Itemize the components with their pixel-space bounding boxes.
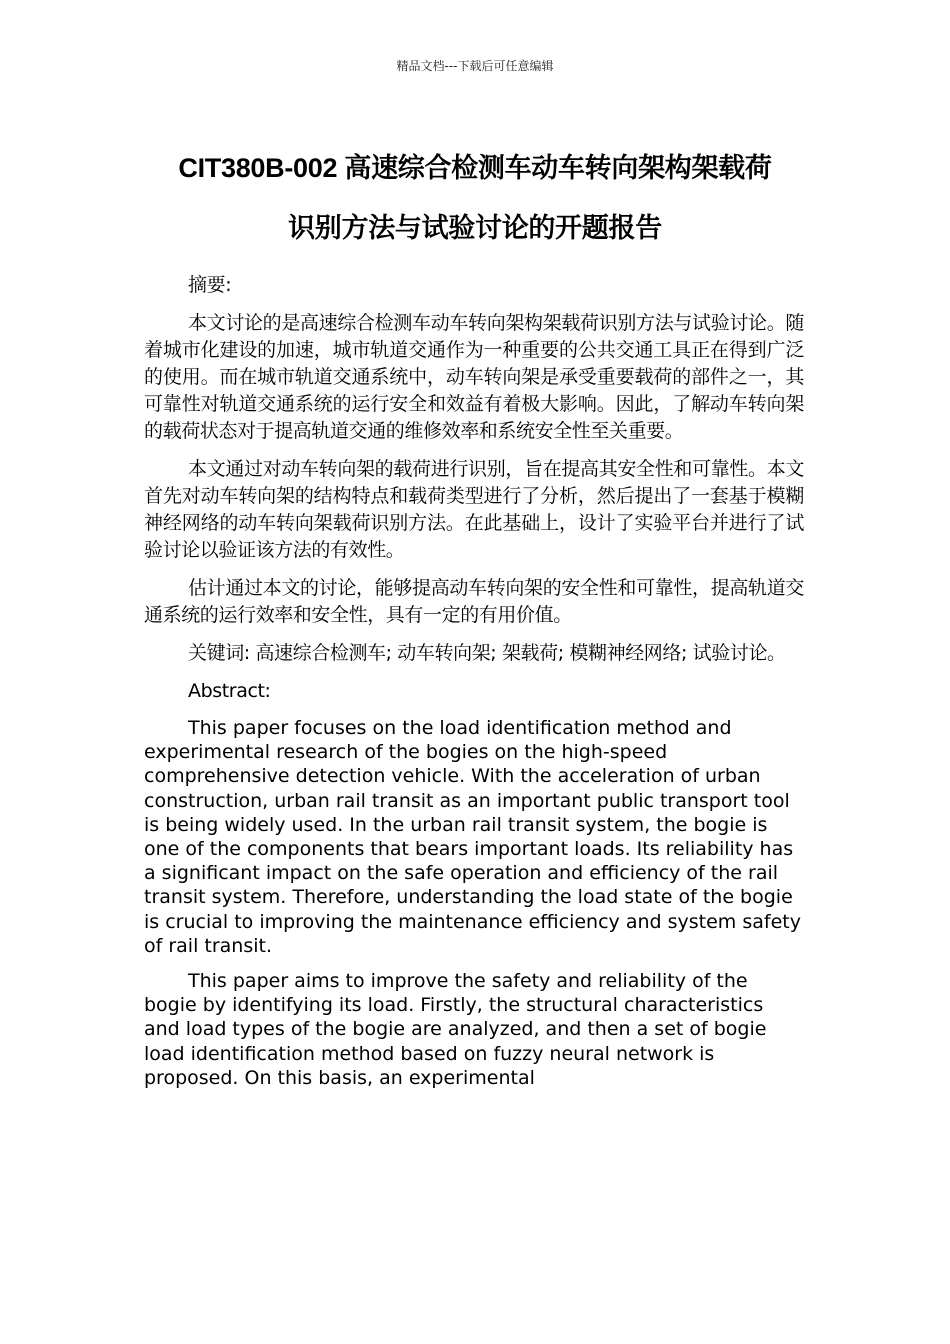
document-title: [130, 138, 820, 258]
title-line-2: 识别方法与试验讨论的开题报告: [288, 213, 662, 243]
keyword-item: 模糊神经网络;: [569, 642, 688, 664]
keywords-line: [144, 640, 804, 667]
abstract-zh-paragraph: 本文通过对动车转向架的载荷进行识别，旨在提高其安全性和可靠性。本文首先对动车转向架的结构特点和载荷类型进行了分析，然后提出了一套基于模糊神经网络的动车转向架载荷识别方法。在此基础上，设计了实验平台并进行了试验讨论以验证该方法的有效性。: [144, 458, 804, 561]
abstract-en-paragraph: This paper aims to improve the safety and reliability of the bogie by identifying its load. Firstly, the structural characteristics and load types of the bogie are analyzed, and then a set of bogie load identification method based on fuzzy neural network is proposed. On this basis, an experimental: [144, 970, 767, 1089]
keyword-item: 架载荷;: [501, 642, 564, 664]
title-line-1: CIT380B-002 高速综合检测车动车转向架构架载荷: [178, 153, 772, 183]
keyword-item: 高速综合检测车;: [255, 642, 392, 664]
keyword-item: 试验讨论。: [692, 642, 786, 664]
document-body: [144, 272, 804, 1101]
keywords-label: 关键词:: [188, 642, 250, 664]
keyword-item: 动车转向架;: [397, 642, 497, 664]
abstract-zh-paragraph: 估计通过本文的讨论，能够提高动车转向架的安全性和可靠性，提高轨道交通系统的运行效率和安全性，具有一定的有用价值。: [144, 577, 804, 626]
abstract-zh-label: 摘要:: [188, 274, 232, 296]
abstract-en-label: Abstract:: [188, 680, 271, 702]
abstract-zh-paragraph: 本文讨论的是高速综合检测车动车转向架构架载荷识别方法与试验讨论。随着城市化建设的加速，城市轨道交通作为一种重要的公共交通工具正在得到广泛的使用。而在城市轨道交通系统中，动车转向架是承受重要载荷的部件之一，其可靠性对轨道交通系统的运行安全和效益有着极大影响。因此，了解动车转向架的载荷状态对于提高轨道交通的维修效率和系统安全性至关重要。: [144, 312, 804, 442]
header-note: 精品文档---下载后可任意编辑: [396, 59, 554, 73]
abstract-en-paragraph: This paper focuses on the load identification method and experimental research of the bogies on the high-speed comprehensive detection vehicle. With the acceleration of urban construction, urban rail transit as an important public transport tool is being widely used. In the urban rail transit system, the bogie is one of the components that bears important loads. Its reliability has a significant impact on the safe operation and efficiency of the rail transit system. Therefore, understanding the load state of the bogie is crucial to improving the maintenance efficiency and system safety of rail transit.: [144, 717, 801, 957]
